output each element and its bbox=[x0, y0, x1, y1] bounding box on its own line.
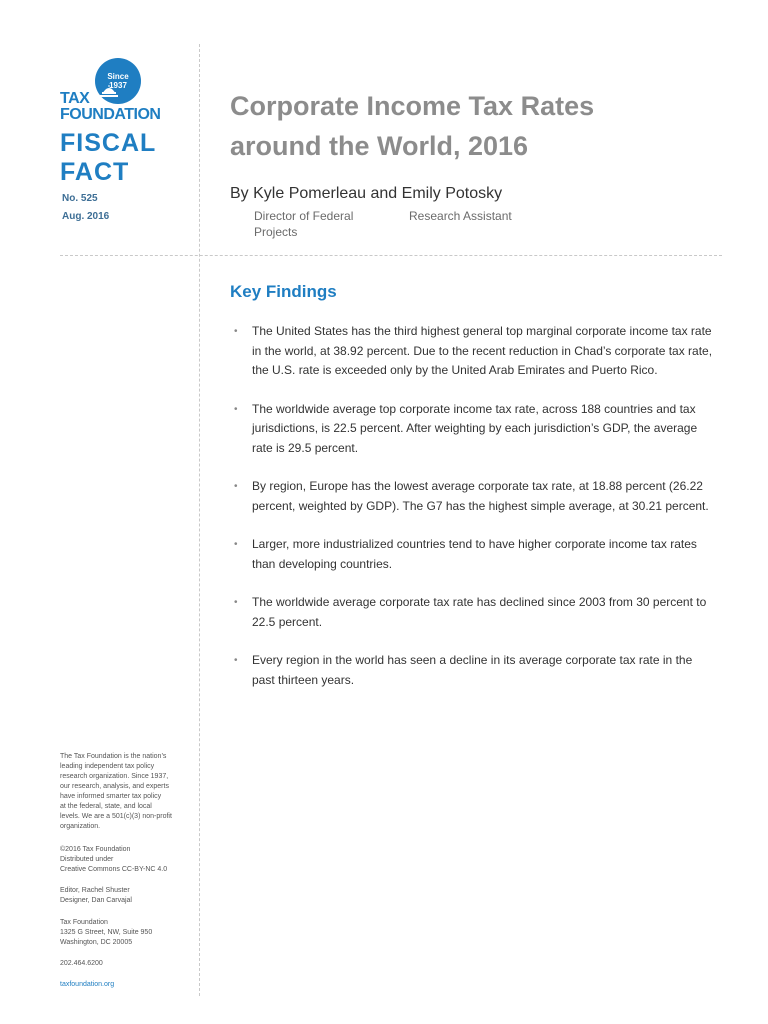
list-item bbox=[234, 593, 714, 632]
finding-text: By region, Europe has the lowest average corporate tax rate, at 18.88 percent (26.22 percent, weighted by GDP). The G7 has the highest simple average, at 30.21 percent. bbox=[252, 479, 709, 513]
author-role-1: Director of Federal Projects bbox=[254, 209, 354, 239]
about-line: leading independent tax policy bbox=[60, 763, 155, 770]
bullet-icon: • bbox=[234, 539, 238, 550]
copyright-line: Creative Commons CC-BY-NC 4.0 bbox=[60, 866, 168, 873]
about-line: at the federal, state, and local bbox=[60, 803, 152, 810]
about-blurb bbox=[60, 752, 190, 832]
bullet-icon: • bbox=[234, 403, 238, 415]
finding-text: The United States has the third highest general top marginal corporate income tax rate in the world, at 38.92 percent. Due to the recent reduction in Chad’s corporate tax rate, the U.S. rate is exceeded only by the United Arab Emirates and Puerto Rico. bbox=[252, 324, 713, 377]
about-line: research organization. Since 1937, bbox=[60, 773, 169, 780]
list-item bbox=[234, 322, 714, 381]
about-line: organization. bbox=[60, 823, 101, 830]
document-title: Corporate Income Tax Rates around the World, 2016 bbox=[230, 91, 595, 161]
list-item bbox=[234, 651, 714, 690]
series-label-line2: FACT bbox=[60, 158, 130, 186]
horizontal-divider bbox=[60, 255, 722, 256]
list-item bbox=[234, 477, 714, 516]
bullet-icon: • bbox=[234, 597, 238, 608]
series-label-line1: FISCAL bbox=[60, 129, 157, 157]
logo-tax-text: TAX bbox=[60, 90, 90, 107]
finding-text: Larger, more industrialized countries tend to have higher corporate income tax rates than developing countries. bbox=[252, 537, 697, 571]
finding-text: The worldwide average corporate tax rate has declined since 2003 from 30 percent to 22.5 percent. bbox=[252, 595, 707, 629]
credits bbox=[60, 886, 190, 906]
logo-foundation-text: FOUNDATION bbox=[60, 106, 161, 123]
about-line: levels. We are a 501(c)(3) non-profit bbox=[60, 813, 172, 820]
logo-since-label: Since bbox=[107, 72, 129, 81]
logo-year-label: 1937 bbox=[109, 81, 127, 90]
mailing-address bbox=[60, 918, 190, 948]
finding-text: The worldwide average top corporate income tax rate, across 188 countries and tax jurisdictions, is 22.5 percent. After weighting by each jurisdiction’s GDP, the average rate is 29.5 percent. bbox=[252, 401, 698, 455]
tax-foundation-logo[interactable] bbox=[60, 58, 200, 128]
about-line: The Tax Foundation is the nation’s bbox=[60, 753, 167, 760]
copyright-line: ©2016 Tax Foundation bbox=[60, 846, 131, 853]
credit-line: Editor, Rachel Shuster bbox=[60, 887, 130, 894]
about-line: our research, analysis, and experts bbox=[60, 783, 169, 790]
author-role-2: Research Assistant bbox=[409, 209, 512, 223]
credit-line: Designer, Dan Carvajal bbox=[60, 897, 132, 904]
vertical-divider bbox=[199, 44, 200, 996]
bullet-icon: • bbox=[234, 326, 238, 337]
address-line: Washington, DC 20005 bbox=[60, 939, 133, 946]
list-item bbox=[234, 400, 714, 459]
address-line: Tax Foundation bbox=[60, 919, 108, 926]
capitol-dome-icon bbox=[98, 84, 120, 98]
bullet-icon: • bbox=[234, 655, 238, 666]
issue-number: No. 525 bbox=[62, 193, 98, 204]
finding-text: Every region in the world has seen a decline in its average corporate tax rate in the past thirteen years. bbox=[252, 653, 693, 687]
list-item bbox=[234, 535, 714, 574]
copyright-notice bbox=[60, 845, 190, 875]
issue-date: Aug. 2016 bbox=[62, 211, 110, 222]
about-line: have informed smarter tax policy bbox=[60, 793, 162, 800]
key-findings-heading: Key Findings bbox=[230, 282, 337, 301]
byline: By Kyle Pomerleau and Emily Potosky bbox=[230, 185, 503, 202]
phone-number: 202.464.6200 bbox=[60, 960, 103, 967]
website-link[interactable]: taxfoundation.org bbox=[60, 981, 115, 988]
copyright-line: Distributed under bbox=[60, 856, 114, 863]
key-findings-list bbox=[234, 322, 714, 709]
address-line: 1325 G Street, NW, Suite 950 bbox=[60, 929, 153, 936]
bullet-icon: • bbox=[234, 481, 238, 492]
